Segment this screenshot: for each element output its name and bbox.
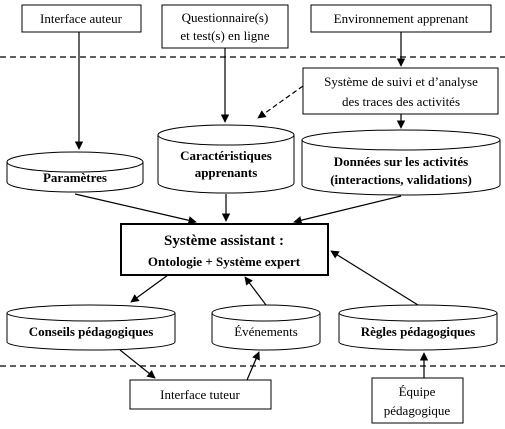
equipe-box [372, 378, 463, 423]
questionnaire-label-line2: et test(s) en ligne [180, 28, 270, 43]
questionnaire-box [162, 5, 288, 48]
caracteristiques-label-line1: Caractéristiques [180, 148, 272, 163]
interface-tuteur-label: Interface tuteur [160, 387, 240, 402]
regles-cylinder [339, 305, 497, 350]
questionnaire-label-line1: Questionnaire(s) [181, 10, 269, 25]
donnees-label-line2: (interactions, validations) [330, 172, 472, 187]
arrow-suivi-to-caracteristiques [258, 86, 303, 118]
arrow-evenements-to-systeme [245, 277, 266, 305]
systeme-assistant-label-line1: Système assistant : [164, 233, 284, 249]
arrow-interface-tuteur-to-evenements [247, 352, 259, 380]
environnement-label: Environnement apprenant [333, 11, 469, 26]
evenements-label: Événements [234, 324, 298, 339]
suivi-label-line1: Système de suivi et d’analyse [324, 74, 478, 89]
arrow-conseils-to-interface-tuteur [120, 350, 155, 378]
interface-auteur-label: Interface auteur [40, 11, 122, 26]
donnees-cylinder [302, 130, 500, 195]
evenements-cylinder [212, 305, 320, 350]
arrow-regles-to-systeme [331, 251, 418, 305]
suivi-box [303, 68, 498, 114]
interface-tuteur-box [130, 380, 271, 409]
interface-auteur-box [22, 5, 141, 32]
caracteristiques-label-line2: apprenants [194, 165, 258, 180]
arrow-donnees-to-systeme [294, 196, 401, 222]
donnees-label-line1: Données sur les activités [333, 154, 469, 169]
parametres-label: Paramètres [42, 170, 108, 185]
arrow-systeme-to-conseils [131, 275, 168, 302]
equipe-label-line2: pédagogique [383, 403, 451, 418]
parametres-cylinder [7, 152, 143, 192]
environnement-box [311, 5, 491, 32]
systeme-assistant-box [121, 224, 328, 275]
regles-label: Règles pédagogiques [360, 324, 476, 339]
suivi-label-line2: des traces des activités [341, 94, 461, 109]
equipe-label-line1: Équipe [398, 384, 436, 399]
arrow-parametres-to-systeme [75, 194, 196, 222]
conseils-cylinder [7, 305, 175, 350]
conseils-label: Conseils pédagogiques [28, 324, 154, 339]
caracteristiques-cylinder [158, 125, 294, 193]
systeme-assistant-label-line2: Ontologie + Système expert [147, 254, 301, 269]
